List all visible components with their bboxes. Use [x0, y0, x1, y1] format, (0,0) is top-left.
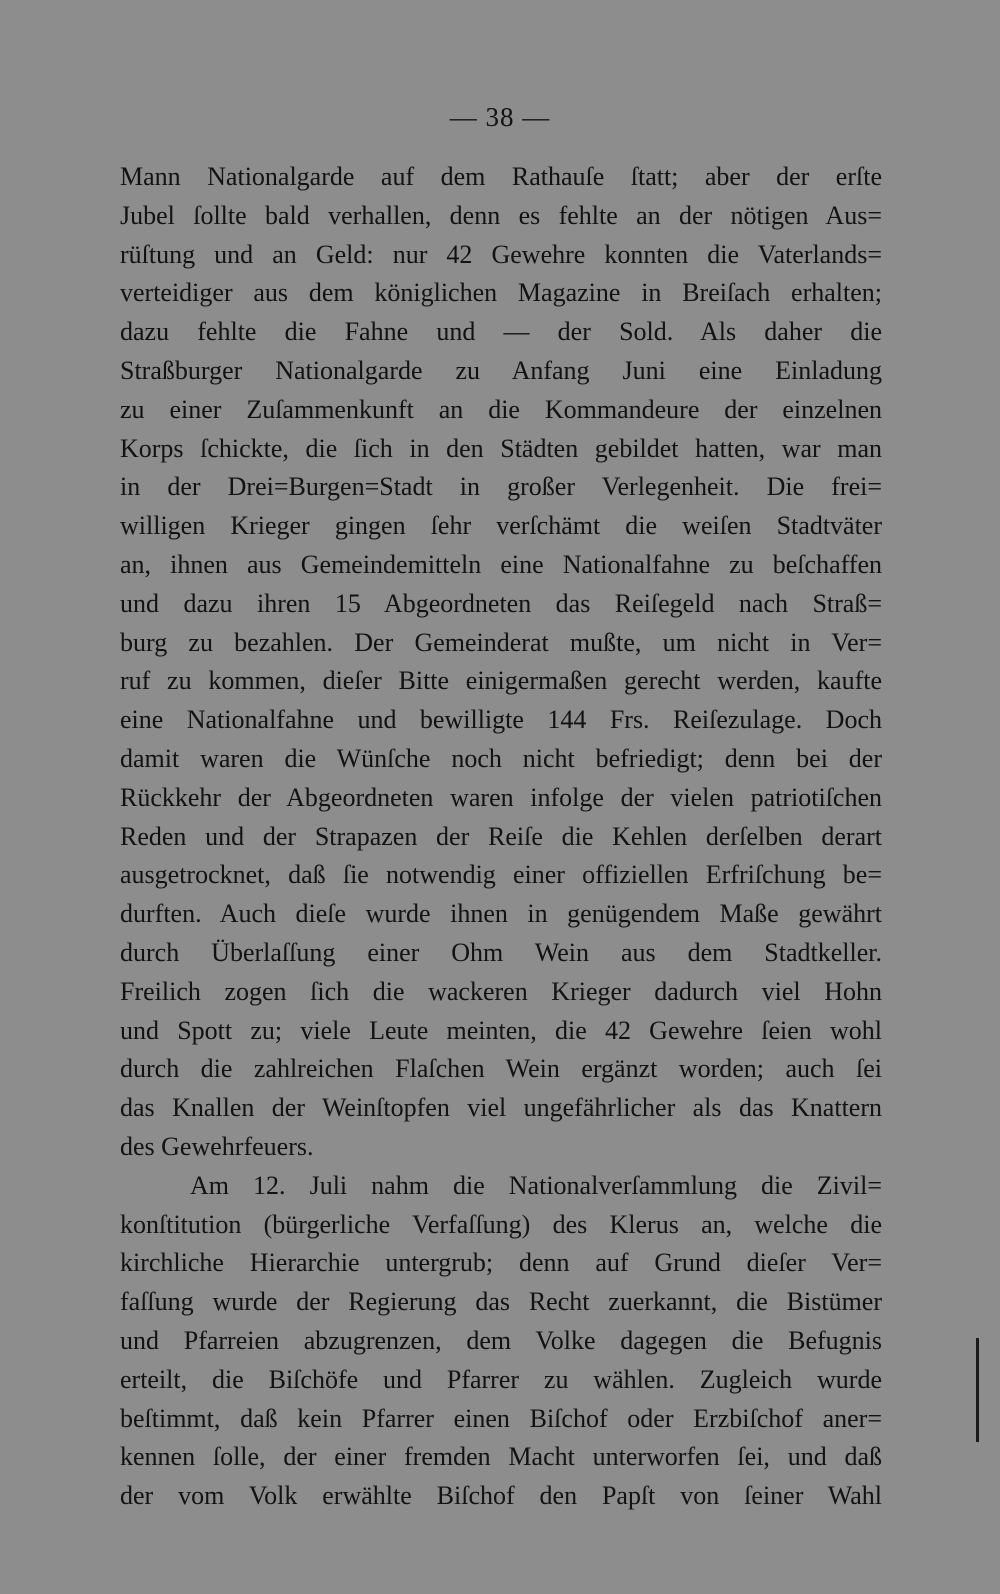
text-line: und Spott zu; viele Leute meinten, die 42 Gewehre ſeien wohl — [120, 1015, 882, 1045]
text-line: faſſung wurde der Regierung das Recht zuerkannt, die Bistümer — [120, 1287, 882, 1317]
text-line: kennen ſolle, der einer fremden Macht unterworfen ſei, und daß — [120, 1442, 882, 1472]
text-line: durch die zahlreichen Flaſchen Wein ergänzt worden; auch ſei — [120, 1054, 882, 1084]
text-line: Reden und der Strapazen der Reiſe die Kehlen derſelben derart — [120, 821, 882, 851]
text-line: Mann Nationalgarde auf dem Rathauſe ſtatt; aber der erſte — [120, 162, 882, 191]
text-line: willigen Krieger gingen ſehr verſchämt die weiſen Stadtväter — [120, 511, 882, 541]
body-text — [120, 158, 882, 1516]
text-line: zu einer Zuſammenkunft an die Kommandeure der einzelnen — [120, 394, 882, 424]
text-line: rüſtung und an Geld: nur 42 Gewehre konnten die Vaterlands= — [120, 239, 882, 269]
text-line: der vom Volk erwählte Biſchof den Papſt von ſeiner Wahl — [120, 1481, 882, 1511]
page-number: — 38 — — [449, 102, 551, 132]
text-line: und Pfarreien abzugrenzen, dem Volke dagegen die Befugnis — [120, 1325, 882, 1355]
text-line: damit waren die Wünſche noch nicht befriedigt; denn bei der — [120, 743, 882, 773]
text-line: konſtitution (bürgerliche Verfaſſung) des Klerus an, welche die — [120, 1209, 882, 1239]
text-line: beſtimmt, daß kein Pfarrer einen Biſchof oder Erzbiſchof aner= — [120, 1403, 882, 1433]
text-line: ausgetrocknet, daß ſie notwendig einer offiziellen Erfriſchung be= — [120, 860, 882, 890]
text-line: burg zu bezahlen. Der Gemeinderat mußte, um nicht in Ver= — [120, 627, 882, 657]
text-line: Jubel ſollte bald verhallen, denn es fehlte an der nötigen Aus= — [120, 200, 882, 230]
text-line: erteilt, die Biſchöfe und Pfarrer zu wählen. Zugleich wurde — [120, 1364, 882, 1394]
text-line: eine Nationalfahne und bewilligte 144 Frs. Reiſezulage. Doch — [120, 705, 882, 735]
text-line: verteidiger aus dem königlichen Magazine in Breiſach erhalten; — [120, 278, 882, 308]
paragraph-start-line: Am 12. Juli nahm die Nationalverſammlung die Zivil= — [190, 1170, 882, 1200]
text-line: an, ihnen aus Gemeindemitteln eine Nationalfahne zu beſchaffen — [120, 549, 882, 579]
text-line: Rückkehr der Abgeordneten waren infolge der vielen patriotiſchen — [120, 782, 882, 812]
text-line: Freilich zogen ſich die wackeren Krieger dadurch viel Hohn — [120, 976, 882, 1006]
paragraph-end-line: des Gewehrfeuers. — [120, 1131, 314, 1161]
text-line: Korps ſchickte, die ſich in den Städten gebildet hatten, war man — [120, 433, 882, 463]
text-line: ruf zu kommen, dieſer Bitte einigermaßen gerecht werden, kaufte — [120, 666, 882, 696]
scan-edge-mark — [976, 1338, 979, 1442]
text-line: das Knallen der Weinſtopfen viel ungefährlicher als das Knattern — [120, 1093, 882, 1123]
text-line: Straßburger Nationalgarde zu Anfang Juni eine Einladung — [120, 355, 882, 385]
text-line: in der Drei=Burgen=Stadt in großer Verlegenheit. Die frei= — [120, 472, 882, 502]
text-line: dazu fehlte die Fahne und — der Sold. Als daher die — [120, 317, 882, 347]
text-line: und dazu ihren 15 Abgeordneten das Reiſegeld nach Straß= — [120, 588, 882, 618]
text-line: kirchliche Hierarchie untergrub; denn auf Grund dieſer Ver= — [120, 1248, 882, 1278]
text-line: durften. Auch dieſe wurde ihnen in genügendem Maße gewährt — [120, 899, 882, 929]
text-line: durch Überlaſſung einer Ohm Wein aus dem Stadtkeller. — [120, 937, 882, 967]
